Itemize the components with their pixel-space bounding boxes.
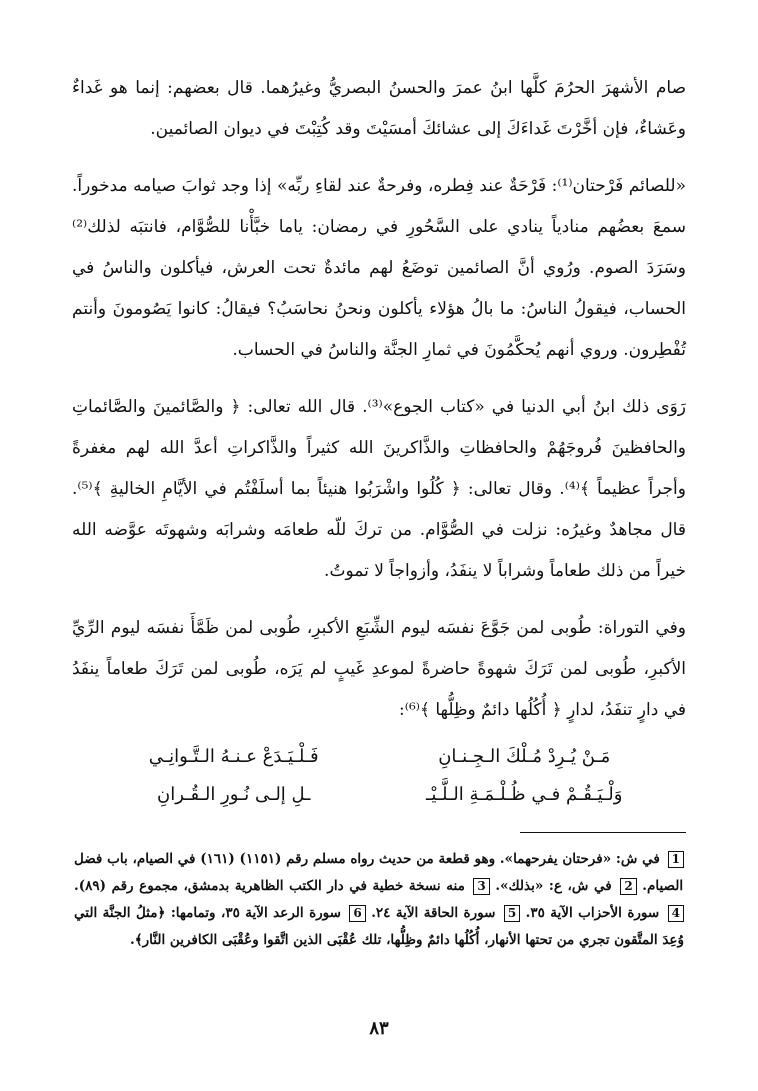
poem — [110, 738, 648, 814]
footnotes — [74, 846, 684, 954]
footnote-number: 6 — [349, 905, 365, 922]
footnote — [366, 905, 520, 921]
footnote — [74, 878, 490, 894]
main-text — [72, 68, 686, 745]
footnote-text: في ش، ع: «بذلك». — [495, 878, 612, 894]
footnote-number: 4 — [668, 905, 684, 922]
footnote-separator — [520, 832, 686, 833]
poem-hemistich-right: وَلْـيَـقُـمْ فـي ظُـلْـمَـةِ الـلَّـيْـ — [426, 784, 623, 805]
paragraph-3: رَوَى ذلك ابنُ أبي الدنيا في «كتاب الجوع»⁽³⁾. قال الله تعالى: ﴿ والصَّائمينَ والصَّائماتِ والحافظينَ فُروجَهُمْ والحافظاتِ والذَّاكرينَ الله كثيراً والذَّاكراتِ أعدَّ الله لهم مغفرةً وأجراً عظيماً ﴾⁽⁴⁾. وقال تعالى: ﴿ كُلُوا واشْرَبُوا هنيئاً بما أسلَفْتُم في الأيَّامِ الخاليةِ ﴾⁽⁵⁾. قال مجاهدٌ وغيرُه: نزلت في الصُّوَّام. من تركَ للّه طعامَه وشرابَه وشهوتَه عوَّضه الله خيراً من ذلك طعاماً وشراباً لا ينفَدُ، وأزواجاً لا تموتُ. — [72, 397, 686, 581]
footnote-text: سورة الحاقة الآية ٢٤. — [371, 905, 496, 921]
paragraph-1: صام الأشهرَ الحرُمَ كلَّها ابنُ عمرَ والحسنُ البصريُّ وغيرُهما. قال بعضهم: إنما هو غَداءٌ وعَشاءٌ، فإن أخَّرْتَ غَداءَكَ إلى عشائكَ أمسَيْتَ وقد كُتِبْتَ في ديوان الصائمين. — [72, 78, 686, 139]
page-number: ٨٣ — [369, 1018, 389, 1039]
poem-hemistich-right: مَـنْ يُـرِدْ مُـلْكَ الـجِـنـانِ — [438, 746, 611, 767]
footnote-number: 5 — [504, 905, 520, 922]
footnote — [520, 905, 684, 921]
poem-line — [110, 738, 648, 776]
footnote-text: سورة الرعد الآية ٣٥، وتمامها: ﴿مثلُ الجنَّة التي وُعِدَ المتَّقون تجري من تحتها الأنهار، أُكُلُها دائمٌ وظِلُّها، تلك عُقْبَى الذين اتَّقوا وعُقْبَى الكافرين النَّار﴾. — [74, 905, 684, 948]
footnote — [490, 878, 637, 894]
footnote-text: في ش: «فرحتان يفرحهما». وهو قطعة من حديث رواه مسلم رقم (١١٥١) (١٦١) في الصيام، باب فضل الصيام. — [74, 851, 684, 894]
footnote-number: 1 — [668, 851, 684, 868]
paragraph-4: وفي التوراة: طُوبى لمن جَوَّعَ نفسَه ليوم الشِّبَعِ الأكبرِ، طُوبى لمن ظَمَّأَ نفسَه ليوم الرِّيِّ الأكبرِ، طُوبى لمن تَرَكَ شهوةً حاضرةً لموعدِ غَيبٍ لم يَرَه، طُوبى لمن تَرَكَ طعاماً ينفَدُ في دارٍ تنفَدُ، لدارٍ ﴿ أُكُلُها دائمٌ وظِلُّها ﴾⁽⁶⁾: — [72, 618, 686, 720]
footnote-number: 2 — [620, 878, 636, 895]
footnote-number: 3 — [473, 878, 489, 895]
footnote-text: سورة الأحزاب الآية ٣٥. — [525, 905, 660, 921]
paragraph-2: «للصائم فَرْحتان⁽¹⁾: فَرْحَةٌ عند فِطره، وفرحةٌ عند لقاءِ ربِّه» إذا وجد ثوابَ صيامه مدخوراً. سمعَ بعضُهم منادياً ينادي على السَّحُورِ في رمضان: ياما خبَّأْنا للصُّوَّام، فانتبَه لذلك⁽²⁾ وسَرَدَ الصوم. ورُوي أنَّ الصائمين توضَعُ لهم مائدةٌ تحت العرش، فيأكلون والناسُ في الحساب، فيقولُ الناسُ: ما بالُ هؤلاء يأكلون ونحنُ نحاسَبُ؟ فيقالُ: كانوا يَصُومونَ وأنتم تُفْطِرون. وروي أنهم يُحكَّمُونَ في ثمارِ الجنَّة والناسُ في الحساب. — [72, 176, 686, 360]
poem-line — [110, 776, 648, 814]
footnote-text: منه نسخة خطية في دار الكتب الظاهرية بدمشق، مجموع رقم (٨٩). — [74, 878, 465, 894]
poem-hemistich-left: ـلِ إلـى نُـورِ الـقُـرانِ — [157, 784, 311, 805]
poem-hemistich-left: فَـلْـيَـدَعْ عـنـهُ الـتَّـوانِـي — [148, 746, 319, 767]
